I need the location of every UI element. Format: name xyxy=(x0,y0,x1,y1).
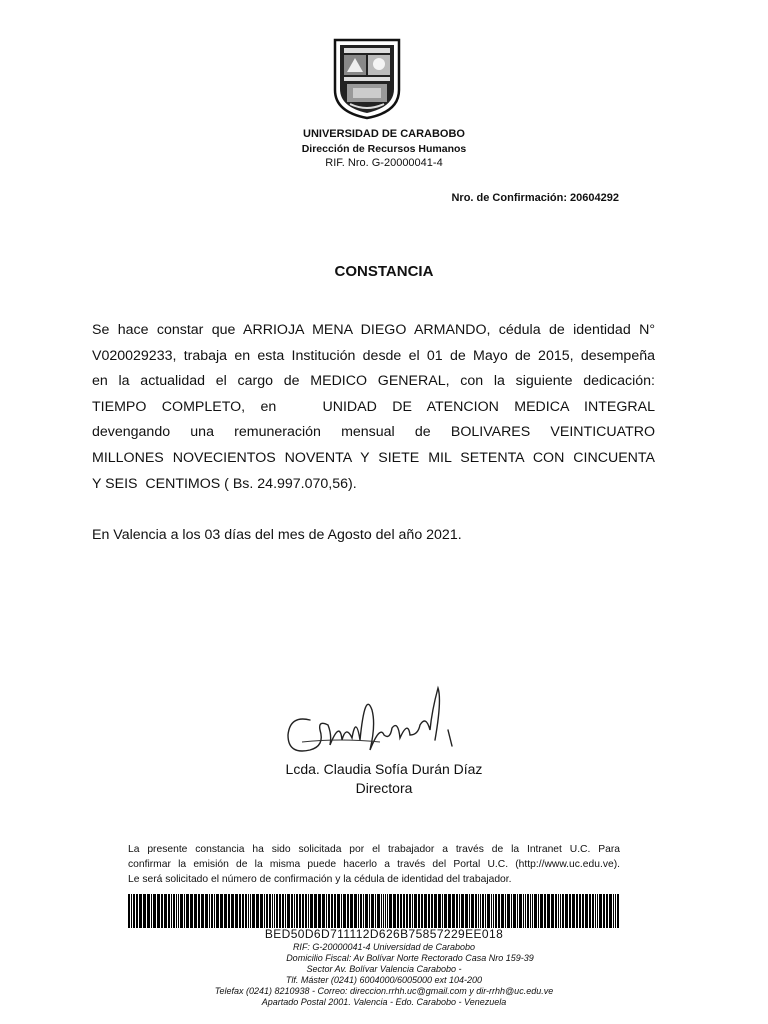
barcode-bar xyxy=(198,894,200,928)
barcode-bar xyxy=(190,894,193,928)
barcode-bar xyxy=(421,894,423,928)
barcode-bar xyxy=(424,894,427,928)
barcode-bar xyxy=(136,894,138,928)
handwritten-signature xyxy=(280,680,470,760)
barcode-bar xyxy=(224,894,227,928)
barcode-bar xyxy=(274,894,275,928)
body-line: Y SEIS CENTIMOS ( Bs. 24.997.070,56). xyxy=(92,475,357,492)
barcode-bar xyxy=(544,894,546,928)
barcode-bar xyxy=(282,894,284,928)
barcode-bar xyxy=(558,894,559,928)
document-title: CONSTANCIA xyxy=(334,263,434,280)
barcode-bar xyxy=(412,894,413,928)
barcode-bar xyxy=(369,894,370,928)
body-line: en la actualidad el cargo de MEDICO GENERAL, con la siguiente dedicación: xyxy=(92,373,655,390)
barcode-bar xyxy=(579,894,581,928)
university-crest-icon xyxy=(333,38,401,120)
barcode-bar xyxy=(606,894,608,928)
barcode-bar xyxy=(365,894,368,928)
certificate-body xyxy=(92,318,655,497)
barcode-bar xyxy=(343,894,346,928)
barcode-bar xyxy=(133,894,135,928)
barcode-bar xyxy=(409,894,411,928)
note-line: La presente constancia ha sido solicitada por el trabajador a través de la Intranet U.C. Para xyxy=(128,844,620,855)
barcode-bar xyxy=(228,894,230,928)
barcode-bar xyxy=(565,894,568,928)
barcode-bar xyxy=(387,894,388,928)
barcode-bar xyxy=(276,894,278,928)
barcode-bar xyxy=(547,894,550,928)
barcode-bar xyxy=(592,894,594,928)
barcode-bar xyxy=(389,894,392,928)
barcode-bar xyxy=(487,894,490,928)
signer-role: Directora xyxy=(355,780,413,796)
barcode-bar xyxy=(438,894,441,928)
barcode-bar xyxy=(513,894,516,928)
barcode-bar xyxy=(308,894,309,928)
university-name: UNIVERSIDAD DE CARABOBO xyxy=(303,128,465,140)
barcode-bar xyxy=(540,894,543,928)
barcode-bar xyxy=(582,894,584,928)
footer-line: Apartado Postal 2001. Valencia - Edo. Carabobo - Venezuela xyxy=(261,997,507,1007)
barcode-bar xyxy=(235,894,238,928)
barcode-bar xyxy=(480,894,481,928)
date-line: En Valencia a los 03 días del mes de Agosto del año 2021. xyxy=(92,527,462,543)
note-line: Le será solicitado el número de confirmación y la cédula de identidad del trabajador. xyxy=(128,874,512,885)
barcode-bar xyxy=(383,894,384,928)
barcode-bar xyxy=(322,894,325,928)
barcode-bar xyxy=(428,894,430,928)
barcode-bar xyxy=(252,894,255,928)
barcode-bar xyxy=(178,894,179,928)
barcode-bar xyxy=(157,894,160,928)
barcode-bar xyxy=(551,894,554,928)
barcode-bar xyxy=(525,894,526,928)
barcode-bar xyxy=(534,894,537,928)
barcode-text: BED50D6D711112D626B75857229EE018 xyxy=(264,927,504,941)
barcode-bar xyxy=(205,894,208,928)
barcode-bar xyxy=(151,894,152,928)
barcode-bar xyxy=(358,894,359,928)
barcode-bar xyxy=(161,894,163,928)
barcode-bar xyxy=(314,894,317,928)
barcode-bar xyxy=(260,894,263,928)
body-line: Se hace constar que ARRIOJA MENA DIEGO ARMANDO, cédula de identidad N° xyxy=(92,322,655,338)
barcode-bar xyxy=(248,894,249,928)
body-line: MILLONES NOVECIENTOS NOVENTA Y SIETE MIL SETENTA CON CINCUENTA xyxy=(92,449,655,466)
barcode-bar xyxy=(532,894,533,928)
barcode-bar xyxy=(153,894,156,928)
barcode-bar xyxy=(442,894,443,928)
barcode-bar xyxy=(220,894,223,928)
barcode-bar xyxy=(475,894,477,928)
barcode-bar xyxy=(456,894,458,928)
barcode-bar xyxy=(242,894,244,928)
barcode-bar xyxy=(414,894,417,928)
barcode-bar xyxy=(337,894,340,928)
barcode-bar xyxy=(184,894,185,928)
barcode-bar xyxy=(143,894,146,928)
barcode-bar xyxy=(264,894,265,928)
note-line: confirmar la emisión de la misma puede hacerlo a través del Portal U.C. (http://www.uc.edu.ve). xyxy=(128,859,620,870)
barcode-bar xyxy=(617,894,619,928)
barcode-bar xyxy=(173,894,175,928)
barcode-bar xyxy=(347,894,349,928)
barcode-bar xyxy=(266,894,268,928)
barcode-bar xyxy=(444,894,447,928)
barcode-bar xyxy=(256,894,259,928)
barcode-bar xyxy=(354,894,357,928)
barcode-bar xyxy=(555,894,557,928)
barcode-bar xyxy=(471,894,474,928)
barcode-bar xyxy=(377,894,380,928)
barcode-bar xyxy=(530,894,531,928)
barcode-bar xyxy=(291,894,293,928)
barcode-bar xyxy=(371,894,374,928)
barcode-bar xyxy=(296,894,298,928)
barcode-bar xyxy=(461,894,464,928)
barcode-bar xyxy=(211,894,213,928)
barcode-bar xyxy=(334,894,336,928)
barcode-bar xyxy=(517,894,518,928)
barcode-bar xyxy=(406,894,408,928)
barcode-bar xyxy=(452,894,455,928)
footer-line: Tlf. Máster (0241) 6004000/6005000 ext 104-200 xyxy=(285,975,483,985)
barcode-bar xyxy=(597,894,598,928)
barcode-bar xyxy=(360,894,362,928)
barcode-bar xyxy=(318,894,321,928)
barcode-bar xyxy=(250,894,251,928)
body-line: devengando una remuneración mensual de BOLIVARES VEINTICUATRO xyxy=(92,424,655,441)
barcode-bar xyxy=(560,894,561,928)
barcode-bar xyxy=(562,894,564,928)
barcode-bar xyxy=(131,894,132,928)
barcode-bar xyxy=(326,894,327,928)
barcode-bar xyxy=(469,894,470,928)
barcode-bar xyxy=(171,894,172,928)
barcode-bar xyxy=(245,894,247,928)
footer-line: RIF: G-20000041-4 Universidad de Carabobo xyxy=(292,942,476,952)
barcode-bar xyxy=(501,894,504,928)
barcode-bar xyxy=(569,894,571,928)
body-line: V020029233, trabaja en esta Institución desde el 01 de Mayo de 2015, desempeña xyxy=(92,347,655,364)
barcode-bar xyxy=(310,894,313,928)
barcode-bar xyxy=(615,894,616,928)
barcode-bar xyxy=(272,894,273,928)
barcode-bar xyxy=(147,894,150,928)
barcode-bar xyxy=(576,894,578,928)
barcode-bar xyxy=(201,894,204,928)
barcode-bar xyxy=(431,894,433,928)
barcode-bar xyxy=(294,894,295,928)
barcode-bar xyxy=(331,894,333,928)
barcode-bar xyxy=(589,894,591,928)
footer-line: Domicilio Fiscal: Av Bolívar Norte Rectorado Casa Nro 159-39 xyxy=(286,953,534,963)
barcode-bar xyxy=(491,894,492,928)
barcode-bar xyxy=(485,894,486,928)
barcode-bar xyxy=(285,894,286,928)
barcode-image xyxy=(128,894,620,928)
confirmation-number: Nro. de Confirmación: 20604292 xyxy=(451,192,619,204)
barcode-bar xyxy=(186,894,189,928)
body-line: TIEMPO COMPLETO, en UNIDAD DE ATENCION MEDICA INTEGRAL xyxy=(92,398,655,415)
verification-note xyxy=(128,842,620,887)
barcode-bar xyxy=(585,894,588,928)
barcode-bar xyxy=(128,894,130,928)
barcode-bar xyxy=(328,894,330,928)
barcode-bar xyxy=(523,894,524,928)
rif-number: RIF. Nro. G-20000041-4 xyxy=(325,157,443,169)
barcode-bar xyxy=(214,894,215,928)
barcode-bar xyxy=(595,894,596,928)
barcode-bar xyxy=(239,894,241,928)
barcode-bar xyxy=(180,894,183,928)
barcode-bar xyxy=(164,894,167,928)
barcode-bar xyxy=(498,894,500,928)
barcode-bar xyxy=(599,894,602,928)
signer-name: Lcda. Claudia Sofía Durán Díaz xyxy=(285,761,483,777)
barcode-bar xyxy=(465,894,468,928)
barcode-bar xyxy=(448,894,451,928)
barcode-bar xyxy=(305,894,307,928)
barcode-bar xyxy=(231,894,234,928)
barcode-bar xyxy=(363,894,364,928)
barcode-bar xyxy=(519,894,522,928)
barcode-bar xyxy=(482,894,484,928)
barcode-bar xyxy=(527,894,529,928)
barcode-bar xyxy=(194,894,197,928)
barcode-bar xyxy=(287,894,290,928)
barcode-bar xyxy=(269,894,271,928)
barcode-bar xyxy=(505,894,506,928)
barcode-bar xyxy=(459,894,460,928)
barcode-bar xyxy=(216,894,219,928)
barcode-bar xyxy=(397,894,399,928)
barcode-bar xyxy=(279,894,281,928)
barcode-bar xyxy=(385,894,386,928)
department-name: Dirección de Recursos Humanos xyxy=(301,143,467,155)
barcode-bar xyxy=(350,894,353,928)
barcode-bar xyxy=(572,894,575,928)
barcode-bar xyxy=(393,894,396,928)
barcode-bar xyxy=(375,894,376,928)
barcode-bar xyxy=(418,894,420,928)
barcode-bar xyxy=(493,894,494,928)
barcode-bar xyxy=(609,894,612,928)
barcode-bar xyxy=(495,894,497,928)
barcode-bar xyxy=(299,894,301,928)
barcode-bar xyxy=(168,894,170,928)
barcode-bar xyxy=(341,894,342,928)
barcode-bar xyxy=(507,894,510,928)
barcode-bar xyxy=(302,894,304,928)
barcode-bar xyxy=(403,894,405,928)
barcode-bar xyxy=(434,894,437,928)
barcode-bar xyxy=(613,894,614,928)
barcode-bar xyxy=(538,894,539,928)
footer-line: Sector Av. Bolívar Valencia Carabobo - xyxy=(306,964,462,974)
barcode-bar xyxy=(511,894,512,928)
barcode-bar xyxy=(478,894,479,928)
barcode-bar xyxy=(209,894,210,928)
barcode-bar xyxy=(139,894,142,928)
barcode-bar xyxy=(176,894,177,928)
footer-line: Telefax (0241) 8210938 - Correo: direccion.rrhh.uc@gmail.com y dir-rrhh@uc.edu.ve xyxy=(214,986,554,996)
barcode-bar xyxy=(381,894,382,928)
barcode-bar xyxy=(400,894,402,928)
barcode-bar xyxy=(603,894,605,928)
